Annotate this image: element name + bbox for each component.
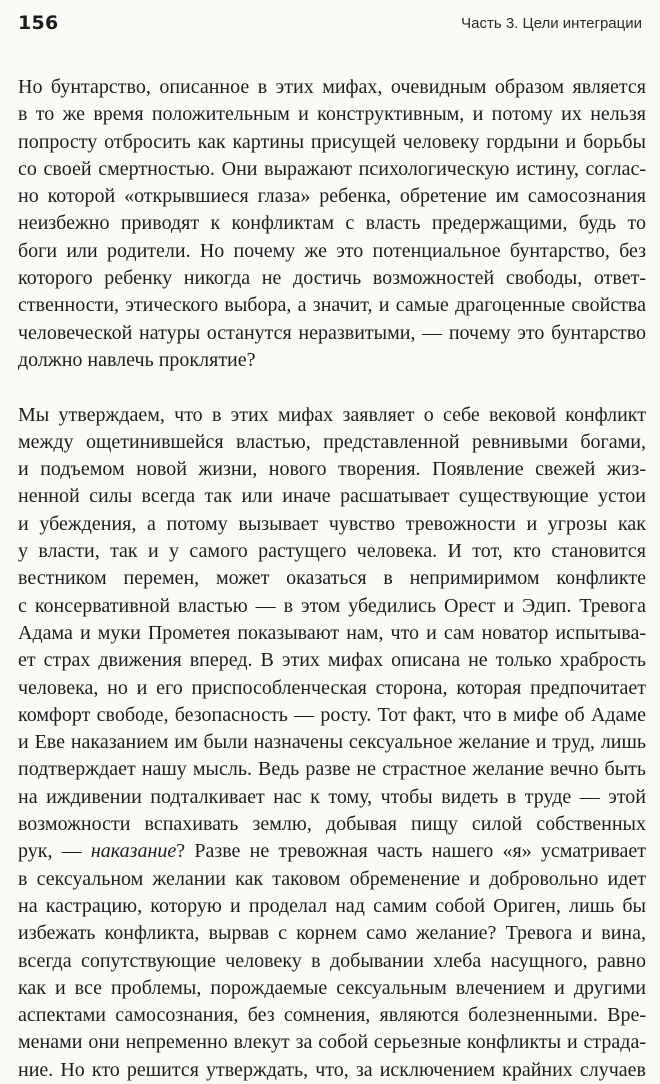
paragraph-1 bbox=[18, 74, 646, 374]
text-line: в сексуальном желании как таковом обременение и добровольно идет bbox=[18, 867, 646, 890]
text-line: но которой «открывшиеся глаза» ребенка, обретение им самосознания bbox=[18, 185, 646, 208]
body-text bbox=[18, 74, 646, 1084]
text-line bbox=[18, 838, 646, 865]
text-line: боги или родители. Но почему же это потенциальное бунтарство, без bbox=[18, 239, 646, 262]
text-segment: рук, — bbox=[18, 840, 91, 863]
text-line: возможности вспахивать землю, добывая пищу силой собственных bbox=[18, 813, 646, 836]
text-line: Но бунтарство, описанное в этих мифах, очевидным образом является bbox=[18, 76, 646, 98]
text-line: ет страх движения вперед. В этих мифах описана не только храбрость bbox=[18, 649, 646, 672]
page-number: 156 bbox=[18, 12, 59, 34]
text-line: и подъемом новой жизни, нового творения. Появление свежей жиз- bbox=[18, 458, 646, 481]
text-line: аспектами самосознания, без сомнения, являются болезненными. Вре- bbox=[18, 1004, 646, 1027]
text-line: комфорт свободе, безопасность — росту. Тот факт, что в мифе об Адаме bbox=[18, 703, 646, 726]
text-segment: ? Разве не тревожная часть нашего «я» усматривает bbox=[176, 840, 647, 863]
paragraph-2 bbox=[18, 402, 646, 1084]
text-line: человека, но и его приспособленческая сторона, которая предпочитает bbox=[18, 676, 646, 699]
text-line: ственности, этического выбора, а значит, и самые драгоценные свойства bbox=[18, 294, 646, 317]
text-line: менами они непременно влекут за собой серьезные конфликты и страда- bbox=[18, 1031, 646, 1054]
text-line: ние. Но кто решится утверждать, что, за исключением крайних случаев bbox=[18, 1058, 646, 1081]
text-line: попросту отбросить как картины присущей человеку гордыни и борьбы bbox=[18, 130, 646, 153]
text-line: избежать конфликта, вырвав с корнем само желание? Тревога и вина, bbox=[18, 922, 646, 945]
text-line: у власти, так и у самого растущего человека. И тот, кто становится bbox=[18, 540, 646, 563]
text-line: должно навлечь проклятие? bbox=[18, 348, 256, 371]
text-line: всегда сопутствующие человеку в добывании хлеба насущного, равно bbox=[18, 949, 646, 972]
emphasized-word: наказание bbox=[90, 840, 177, 863]
text-line: на иждивении подталкивает нас к тому, чтобы видеть в труде — этой bbox=[18, 785, 646, 808]
text-line: человеческой натуры останутся неразвитыми, — почему это бунтарство bbox=[18, 321, 646, 344]
text-line: между ощетинившейся властью, представленной ревнивыми богами, bbox=[18, 430, 646, 453]
text-line: которого ребенку никогда не достичь возможностей свободы, ответ- bbox=[18, 267, 646, 290]
running-head: Часть 3. Цели интеграции bbox=[461, 14, 642, 32]
text-line: подтверждает нашу мысль. Ведь разве не страстное желание вечно быть bbox=[18, 758, 646, 781]
text-line: в то же время положительным и конструктивным, и потому их нельзя bbox=[18, 103, 646, 126]
text-line: с консервативной властью — в этом убедились Орест и Эдип. Тревога bbox=[18, 594, 646, 617]
text-line: Адама и муки Прометея показывают нам, что и сам новатор испытыва- bbox=[18, 621, 646, 644]
text-line: как и все проблемы, порождаемые сексуальным влечением и другими bbox=[18, 976, 646, 999]
text-line: неизбежно приводят к конфликтам с власть предержащими, будь то bbox=[18, 212, 646, 235]
text-line: ненной силы всегда так или иначе расшатывает существующие устои bbox=[18, 485, 646, 508]
page-header bbox=[18, 8, 642, 38]
text-line: Мы утверждаем, что в этих мифах заявляет о себе вековой конфликт bbox=[18, 403, 646, 426]
text-line: со своей смертностью. Они выражают психологическую истину, соглас- bbox=[18, 157, 646, 180]
text-line: на кастрацию, которую и проделал над самим собой Ориген, лишь бы bbox=[18, 894, 646, 917]
text-line: и убеждения, а потому вызывает чувство тревожности и угрозы как bbox=[18, 512, 646, 535]
text-line: вестником перемен, может оказаться в непримиримом конфликте bbox=[18, 567, 646, 590]
text-line: и Еве наказанием им были назначены сексуальное желание и труд, лишь bbox=[18, 731, 646, 754]
